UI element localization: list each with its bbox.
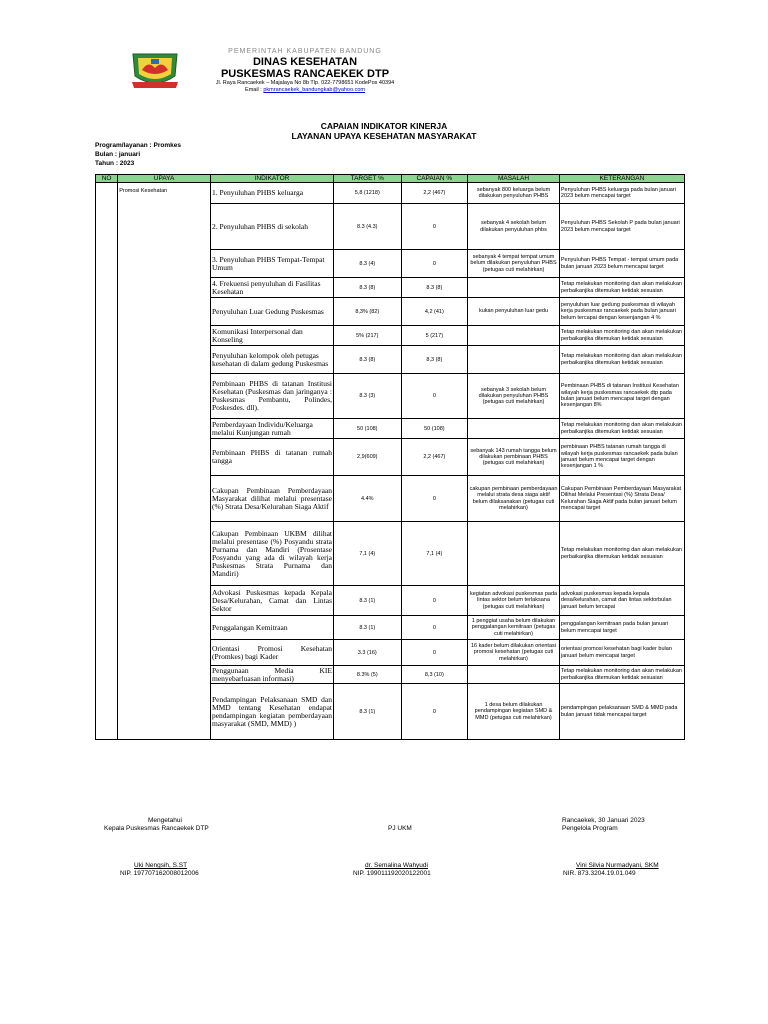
cell-keterangan: Tetap melakukan monitoring dan akan melakukan perbaikanjika ditemukan ketidak sesuaian <box>559 326 684 346</box>
cell-capaian: 0 <box>401 684 468 740</box>
cell-indikator: Penyuluhan kelompok oleh petugas kesehatan di dalam gedung Puskesmas <box>210 346 333 374</box>
cell-masalah: 1 penggiat usaha belum dilakukan penggalangan kemitraan (petugas cuti melahirkan) <box>468 616 560 640</box>
cell-keterangan: Tetap melakukan monitoring dan akan melakukan perbaikanjika ditemukan ketidak sesuaian <box>559 419 684 439</box>
report-subtitle: LAYANAN UPAYA KESEHATAN MASYARAKAT <box>291 131 477 141</box>
cell-capaian: 5 (217) <box>401 326 468 346</box>
cell-keterangan: Tetap melakukan monitoring dan akan melakukan perbaikanjika ditemukan ketidak sesuaian <box>559 666 684 684</box>
cell-target: 8.3 (3) <box>334 374 402 419</box>
signature-right <box>562 817 645 833</box>
cell-keterangan: orientasi promosi kesehatan bagi kader bulan januari belum mencapai target <box>559 640 684 666</box>
cell-capaian: 0 <box>401 250 468 278</box>
header-keterangan: KETERANGAN <box>559 175 684 183</box>
cell-keterangan: penyuluhan luar gedung puskesmas di wilayah kerja puskesmas rancaekek pada bulan januari belum tercapai dengan kesenjangan 4 % <box>559 298 684 326</box>
header-target: TARGET % <box>334 175 402 183</box>
cell-keterangan: advokasi puskesmas kepada kepala desa/kelurahan, camat dan lintas sektorbulan januari belum tercapai <box>559 586 684 616</box>
cell-masalah: sebanyak 3 sekolah belum dilakukan penyuluhan PHBS (petugas cuti melahirkan) <box>468 374 560 419</box>
cell-target: 4.4% <box>334 476 402 522</box>
cell-target: 5% (217) <box>334 326 402 346</box>
cell-target: 8.3% (5) <box>334 666 402 684</box>
cell-capaian: 8,3 (10) <box>401 666 468 684</box>
cell-target: 8.3 (4.3) <box>334 204 402 250</box>
cell-indikator: Pembinaan PHBS di tatanan Institusi Kesehatan (Puskesmas dan jaringanya : Puskesmas Pembantu, Polindes, Poskesdes. dll). <box>210 374 333 419</box>
letterhead <box>190 48 420 94</box>
cell-indikator: 3. Penyuluhan PHBS Tempat-Tempat Umum <box>210 250 333 278</box>
cell-no <box>96 183 118 740</box>
cell-capaian: 7,1 (4) <box>401 522 468 586</box>
cell-masalah: sebanyak 4 tempat tempat umum belum dilakukan penyuluhan PHBS (petugas cuti melahirkan) <box>468 250 560 278</box>
sig-right-date: Rancaekek, 30 Januari 2023 <box>562 817 645 824</box>
cell-capaian: 2,2 (467) <box>401 183 468 204</box>
cell-capaian: 0 <box>401 374 468 419</box>
signature-mid <box>388 825 412 833</box>
cell-target: 50 (108) <box>334 419 402 439</box>
signature-mid-name-block <box>365 862 428 870</box>
cell-capaian: 2,2 (467) <box>401 439 468 476</box>
cell-keterangan: pendampingan pelaksanaan SMD & MMD pada bulan januari tidak mencapai target <box>559 684 684 740</box>
cell-capaian: 0 <box>401 586 468 616</box>
cell-indikator: Penggalangan Kemitraan <box>210 616 333 640</box>
meta-year: Tahun : 2023 <box>95 160 135 167</box>
cell-keterangan: Tetap melakukan monitoring dan akan melakukan perbaikanjika ditemukan ketidak sesuaian <box>559 346 684 374</box>
cell-indikator: Advokasi Puskesmas kepada Kepala Desa/Kelurahan, Camat dan Lintas Sektor <box>210 586 333 616</box>
cell-target: 8.3 (1) <box>334 684 402 740</box>
letterhead-email-line <box>190 87 420 94</box>
cell-keterangan: penggalangan kemitraan pada bulan januari belum mencapai target <box>559 616 684 640</box>
sig-mid-title: PJ UKM <box>388 825 412 832</box>
meta-month: Bulan : januari <box>95 151 141 158</box>
cell-keterangan: Tetap melakukan monitoring dan akan melakukan perbaikanjika ditemukan ketidak sesuaian <box>559 278 684 298</box>
header-upaya: UPAYA <box>118 175 211 183</box>
signature-right-nip-block <box>563 870 636 878</box>
cell-masalah: 16 kader belum dilakukan orientasi promosi kesehatan (petugas cuti melahirkan) <box>468 640 560 666</box>
cell-keterangan: pembinaan PHBS tatanan rumah tangga di wilayah kerja puskesmas rancaekek pada bulan januari belum mencapai target dengan kesenjangan 1 % <box>559 439 684 476</box>
sig-mid-nip: NIP. 199011192020122001 <box>353 870 431 877</box>
cell-capaian: 0 <box>401 204 468 250</box>
email-label: Email : <box>245 87 264 93</box>
signature-mid-nip-block <box>353 870 431 878</box>
report-title: CAPAIAN INDIKATOR KINERJA <box>320 121 448 131</box>
letterhead-address: Jl. Raya Rancaekek – Majalaya No 8b Tlp. 022-7798651 KodePos 40394 <box>215 80 395 86</box>
cell-target: 8.3 (4) <box>334 250 402 278</box>
cell-indikator: Penyuluhan Luar Gedung Puskesmas <box>210 298 333 326</box>
sig-mid-name: dr. Semalina Wahyudi <box>365 862 428 869</box>
cell-target: 5,8 (1218) <box>334 183 402 204</box>
cell-indikator: Pendampingan Pelaksanaan SMD dan MMD tentang Kesehatan endapat pendampingan kegiatan pemberdayaan masyarakat (SMD, MMD) ) <box>210 684 333 740</box>
sig-left-nip: NIP. 197707162008012006 <box>120 870 199 877</box>
cell-masalah <box>468 419 560 439</box>
cell-target: 8.3 (1) <box>334 586 402 616</box>
cell-masalah <box>468 522 560 586</box>
cell-indikator: Pembinaan PHBS di tatanan rumah tangga <box>210 439 333 476</box>
cell-indikator: Cakupan Pembinaan Pemberdayaan Masyarakat dilihat melalui presentase (%) Strata Desa/Kelurahan Siaga Aktif <box>210 476 333 522</box>
sig-left-title2: Kepala Puskesmas Rancaekek DTP <box>104 825 209 832</box>
cell-target: 8.3 (8) <box>334 346 402 374</box>
cell-masalah <box>468 666 560 684</box>
cell-target: 2,9(609) <box>334 439 402 476</box>
cell-indikator: 4. Frekuensi penyuluhan di Fasilitas Kesehatan <box>210 278 333 298</box>
cell-keterangan: Tetap melakukan monitoring dan akan melakukan perbaikanjika ditemukan ketidak sesuaian <box>559 522 684 586</box>
letterhead-office: DINAS KESEHATAN <box>252 56 358 68</box>
table-header-row <box>96 175 685 183</box>
sig-left-name: Uki Nengsih, S.ST <box>134 862 188 869</box>
cell-keterangan: Penyuluhan PHBS Sekolah P pada bulan januari 2023 belum mencapai target <box>559 204 684 250</box>
cell-keterangan: Penyuluhan PHBS Tempat - tempat umum pada bulan januari 2023 belum mencapai target <box>559 250 684 278</box>
cell-capaian: 0 <box>401 640 468 666</box>
meta-program: Program/layanan : Promkes <box>95 142 181 149</box>
cell-capaian: 8.3 (8) <box>401 278 468 298</box>
cell-target: 7,1 (4) <box>334 522 402 586</box>
header-masalah: MASALAH <box>468 175 560 183</box>
cell-target: 8.3 (1) <box>334 616 402 640</box>
cell-masalah: kukan penyuluhan luar gedu <box>468 298 560 326</box>
cell-target: 8.3 (8) <box>334 278 402 298</box>
cell-upaya: Promosi Kesehatan <box>118 183 211 740</box>
cell-masalah <box>468 278 560 298</box>
cell-capaian: 8,3 (8) <box>401 346 468 374</box>
table-row <box>96 183 685 204</box>
sig-right-nip: NIR. 873.3204.19.01.049 <box>563 870 636 877</box>
cell-indikator: Orientasi Promosi Kesehatan (Promkes) bagi Kader <box>210 640 333 666</box>
cell-target: 8,3% (82) <box>334 298 402 326</box>
cell-capaian: 50 (108) <box>401 419 468 439</box>
cell-capaian: 0 <box>401 476 468 522</box>
cell-capaian: 4,2 (41) <box>401 298 468 326</box>
cell-indikator: Penggunaan Media KIE menyebarluasan informasi) <box>211 665 332 683</box>
header-indikator: INDIKATOR <box>210 175 333 183</box>
header-capaian: CAPAIAN % <box>401 175 468 183</box>
cell-indikator: Komunikasi Interpersonal dan Konseling <box>210 326 333 346</box>
cell-target: 3.3 (16) <box>334 640 402 666</box>
signature-left-name-block <box>134 862 187 870</box>
cell-indikator: Pemberdayaan Individu/Keluarga melalui Kunjungan rumah <box>210 419 333 439</box>
letterhead-center: PUSKESMAS RANCAEKEK DTP <box>220 68 390 80</box>
indicator-table <box>95 174 685 740</box>
signature-left-block <box>104 825 209 833</box>
cell-masalah: 1 desa belum dilakukan pendampingan kegiatan SMD & MMD (petugas cuti melahirkan) <box>468 684 560 740</box>
cell-keterangan: Cakupan Pembinaan Pemberdayaan Masyarakat Dilihat Melalui Presentasi (%) Strata Desa/ Kelurahan Siaga Aktif pada bulan januari belum mencapai target <box>559 476 684 522</box>
header-no: NO <box>96 175 118 183</box>
cell-capaian: 0 <box>401 616 468 640</box>
sig-right-title: Pengelola Program <box>562 825 618 832</box>
cell-masalah <box>468 326 560 346</box>
cell-masalah: kegiatan advokasi puskesmas pada lintas sektor belum terlaksana (petugas cuti melahirkan) <box>468 586 560 616</box>
cell-indikator: Cakupan Pembinaan UKBM dilihat melalui presentase (%) Posyandu strata Purnama dan Mandiri (Prosentase Posyandu yang ada di wilayah kerja Puskesmas Strata Purnama dan Mandiri) <box>210 522 333 586</box>
cell-keterangan: Pembinaan PHBS di tatanan Institusi Kesehatan wilayah kerja puskesmas rancaekek dtp pada bulan januari belum mencapai target dengan kesenjangan 8% <box>559 374 684 419</box>
signature-right-name-block <box>576 862 659 870</box>
cell-indikator: 2. Penyuluhan PHBS di sekolah <box>210 204 333 250</box>
letterhead-government: PEMERINTAH KABUPATEN BANDUNG <box>228 48 382 55</box>
cell-keterangan: Penyuluhan PHBS keluarga pada bulan januari 2023 belum mencapai target <box>559 183 684 204</box>
report-meta <box>95 141 181 168</box>
cell-indikator: 1. Penyuluhan PHBS keluarga <box>210 183 333 204</box>
signature-left-nip-block <box>120 870 199 878</box>
cell-masalah: cakupan pembinaan pemberdayaan melalui strata desa siaga aktif belum dilaksanakan (petugas cuti melahirkan) <box>468 476 560 522</box>
cell-masalah: sebanyak 800 keluarga belum dilakukan penyuluhan PHBS <box>468 183 560 204</box>
cell-masalah <box>468 346 560 374</box>
cell-masalah: sebanyak 4 sekolah belum dilakukan penyuluhan phbs <box>468 204 560 250</box>
sig-right-name: Vini Silvia Nurmadyani, SKM <box>576 862 659 869</box>
bandung-regency-logo <box>130 50 180 90</box>
cell-masalah: sebanyak 143 rumah tangga belum dilakukan pembinaan PHBS (petugas cuti melahirkan) <box>468 439 560 476</box>
email-link[interactable]: pkmrancaekek_bandungkab@yahoo.com <box>263 87 365 93</box>
